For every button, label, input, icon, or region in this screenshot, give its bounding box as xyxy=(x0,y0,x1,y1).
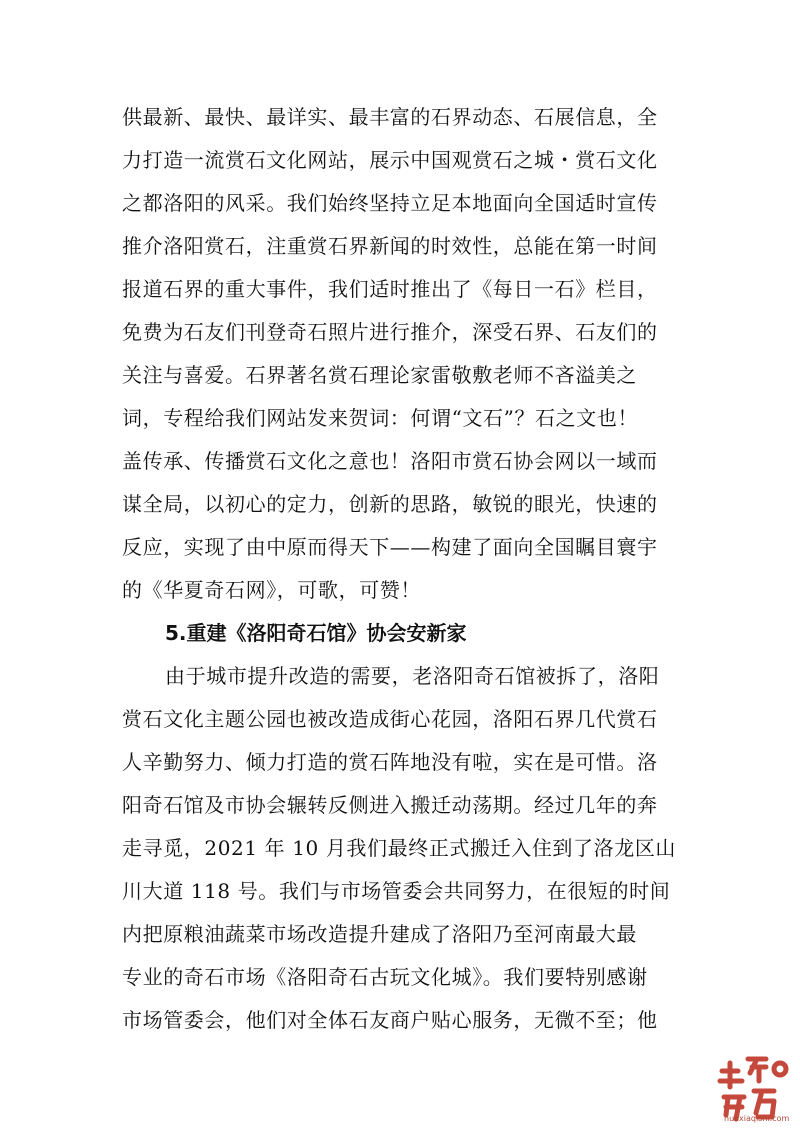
text-line: 推介洛阳赏石，注重赏石界新闻的时效性，总能在第一时间 xyxy=(122,234,658,258)
text-line: 反应，实现了由中原而得天下——构建了面向全国瞩目寰宇 xyxy=(122,535,658,559)
text-line: 报道石界的重大事件，我们适时推出了《每日一石》栏目， xyxy=(122,277,658,301)
text-line: 盖传承、传播赏石文化之意也！洛阳市赏石协会网以一域而 xyxy=(122,449,658,473)
text-line: 词，专程给我们网站发来贺词：何谓“文石”？石之文也！ xyxy=(122,406,639,430)
watermark-url: huaxiaqishi.com xyxy=(724,1114,790,1123)
text-line: 谋全局，以初心的定力，创新的思路，敏锐的眼光，快速的 xyxy=(122,492,658,516)
text-line: 由于城市提升改造的需要，老洛阳奇石馆被拆了，洛阳 xyxy=(165,664,660,688)
watermark-logo xyxy=(714,1051,796,1129)
text-line: 市场管委会，他们对全体石友商户贴心服务，无微不至；他 xyxy=(122,1008,658,1032)
text-line: 内把原粮油蔬菜市场改造提升建成了洛阳乃至河南最大最 xyxy=(122,922,637,946)
text-line: 之都洛阳的风采。我们始终坚持立足本地面向全国适时宣传 xyxy=(122,191,658,215)
text-line: 关注与喜爱。石界著名赏石理论家雷敬敷老师不吝溢美之 xyxy=(122,363,637,387)
text-line: 赏石文化主题公园也被改造成街心花园，洛阳石界几代赏石 xyxy=(122,707,658,731)
section-heading: 5.重建《洛阳奇石馆》协会安新家 xyxy=(165,621,467,645)
text-line: 供最新、最快、最详实、最丰富的石界动态、石展信息，全 xyxy=(122,105,658,129)
text-line: 走寻觅，2021 年 10 月我们最终正式搬迁入住到了洛龙区山 xyxy=(122,836,677,860)
text-line: 免费为石友们刊登奇石照片进行推介，深受石界、石友们的 xyxy=(122,320,658,344)
text-line: 川大道 118 号。我们与市场管委会共同努力，在很短的时间 xyxy=(122,879,671,903)
text-line: 人辛勤努力、倾力打造的赏石阵地没有啦，实在是可惜。洛 xyxy=(122,750,658,774)
text-line: 阳奇石馆及市协会辗转反侧进入搬迁动荡期。经过几年的奔 xyxy=(122,793,658,817)
text-line: 力打造一流赏石文化网站，展示中国观赏石之城・赏石文化 xyxy=(122,148,658,172)
text-line: 的《华夏奇石网》，可歌，可赞！ xyxy=(122,578,421,602)
text-line: 专业的奇石市场《洛阳奇石古玩文化城》。我们要特别感谢 xyxy=(122,965,648,989)
